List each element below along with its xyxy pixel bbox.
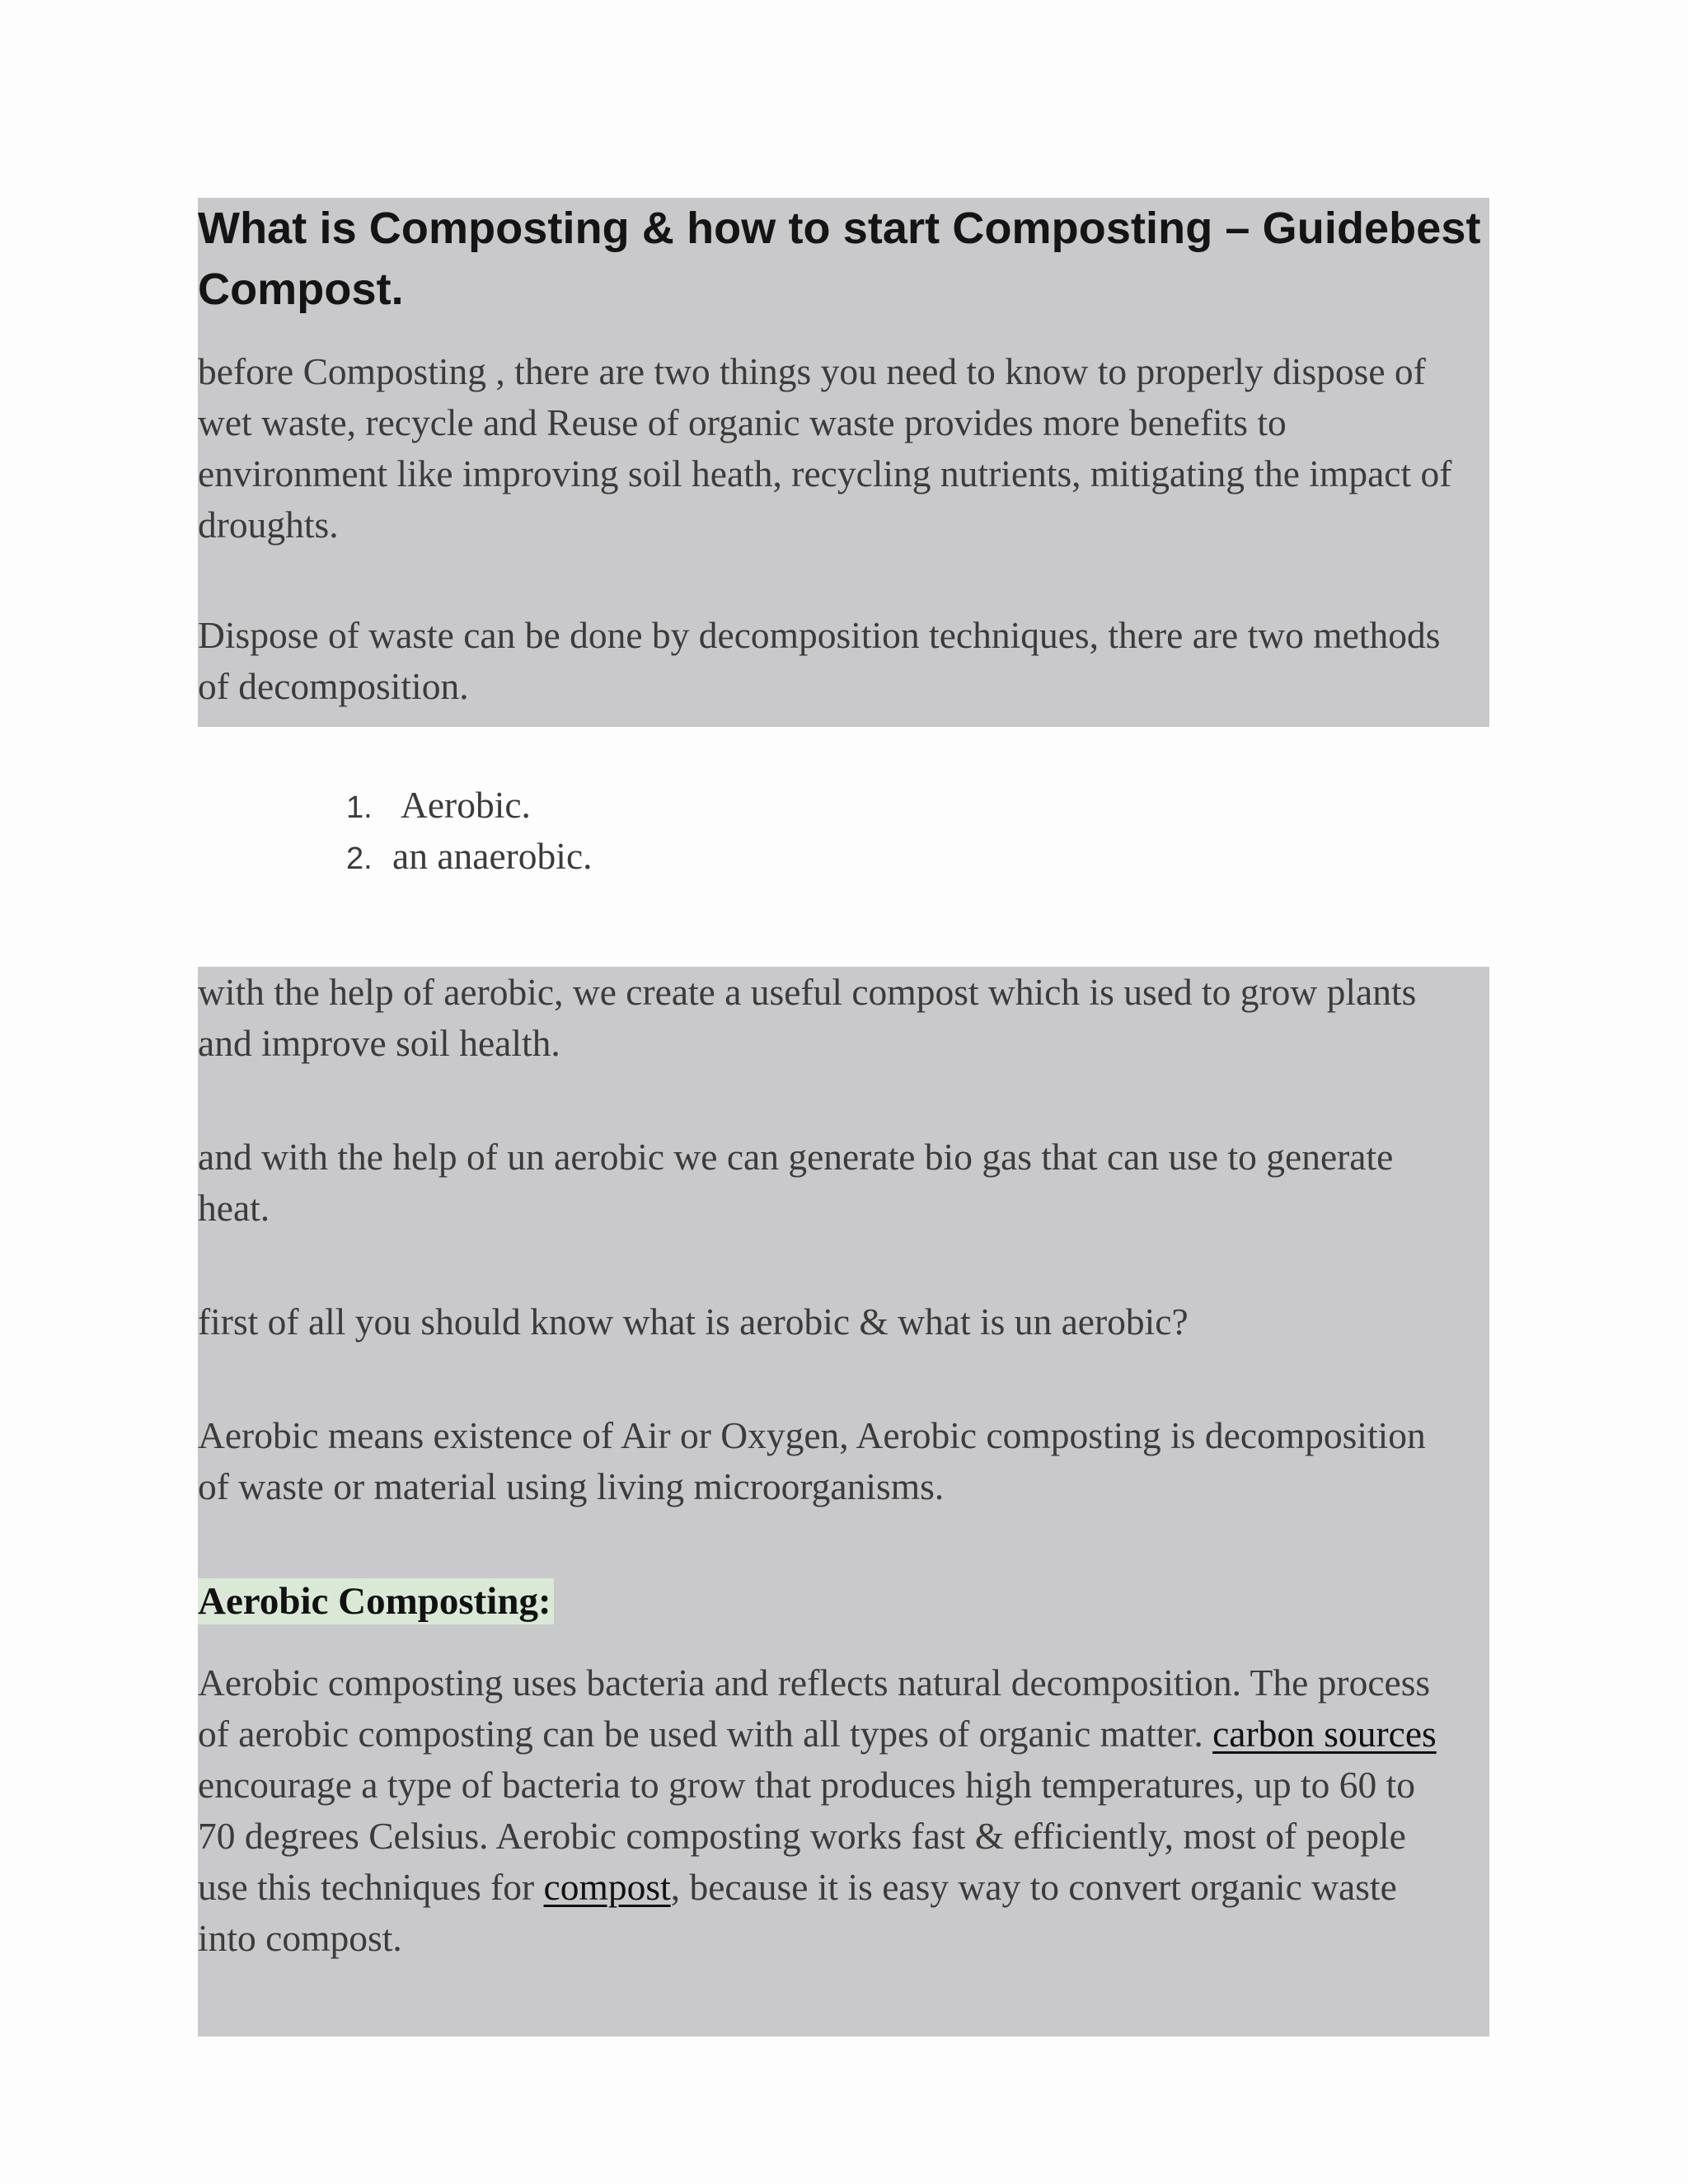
aerobic-use-paragraph (198, 967, 1496, 1069)
dispose-line: Dispose of waste can be done by decomposition techniques, there are two methods (198, 614, 1441, 656)
definition-line: Aerobic means existence of Air or Oxygen, Aerobic composting is decomposition (198, 1414, 1426, 1456)
methods-list (346, 780, 593, 882)
aerobic-detail-paragraph (198, 1657, 1496, 1964)
anaerobic-use-line: heat. (198, 1187, 270, 1229)
aerobic-detail-line: 70 degrees Celsius. Aerobic composting works fast & efficiently, most of people (198, 1815, 1406, 1857)
definition-paragraph (198, 1410, 1496, 1512)
intro-line: environment like improving soil heath, recycling nutrients, mitigating the impact of (198, 452, 1452, 494)
list-number: 1. (346, 790, 373, 825)
list-text: an anaerobic. (392, 835, 593, 877)
aerobic-detail-text: use this techniques for (198, 1866, 544, 1908)
carbon-sources-link[interactable]: carbon sources (1212, 1713, 1437, 1755)
explanation-block (198, 967, 1489, 2036)
anaerobic-use-paragraph (198, 1132, 1496, 1234)
aerobic-detail-text: , because it is easy way to convert organic waste (670, 1866, 1397, 1908)
list-number: 2. (346, 841, 373, 876)
question-line: first of all you should know what is aerobic & what is un aerobic? (198, 1301, 1189, 1343)
dispose-line: of decomposition. (198, 665, 469, 707)
aerobic-detail-text: of aerobic composting can be used with all types of organic matter. (198, 1713, 1213, 1755)
aerobic-composting-heading: Aerobic Composting: (198, 1578, 554, 1624)
aerobic-detail-line: Aerobic composting uses bacteria and reflects natural decomposition. The process (198, 1661, 1431, 1704)
aerobic-detail-line: encourage a type of bacteria to grow that produces high temperatures, up to 60 to (198, 1764, 1415, 1806)
intro-paragraph (198, 346, 1496, 551)
aerobic-detail-line (198, 1862, 1496, 1913)
page-title (198, 198, 1489, 320)
aerobic-use-line: and improve soil health. (198, 1022, 560, 1064)
title-line-2: Compost. (198, 265, 404, 314)
list-item (346, 831, 593, 882)
definition-line: of waste or material using living microorganisms. (198, 1465, 945, 1507)
intro-line: before Composting , there are two things you need to know to properly dispose of (198, 350, 1426, 392)
list-item (346, 780, 593, 831)
aerobic-detail-line: into compost. (198, 1917, 402, 1959)
intro-line: wet waste, recycle and Reuse of organic waste provides more benefits to (198, 401, 1287, 443)
question-paragraph (198, 1296, 1496, 1347)
list-text: Aerobic. (401, 784, 531, 826)
aerobic-detail-line (198, 1708, 1496, 1760)
aerobic-use-line: with the help of aerobic, we create a useful compost which is used to grow plants (198, 971, 1417, 1013)
title-line-1: What is Composting & how to start Composting – Guidebest (198, 204, 1481, 253)
intro-line: droughts. (198, 504, 339, 546)
intro-block (198, 198, 1489, 727)
compost-link[interactable]: compost (543, 1866, 671, 1908)
dispose-paragraph (198, 610, 1496, 712)
anaerobic-use-line: and with the help of un aerobic we can generate bio gas that can use to generate (198, 1136, 1394, 1178)
